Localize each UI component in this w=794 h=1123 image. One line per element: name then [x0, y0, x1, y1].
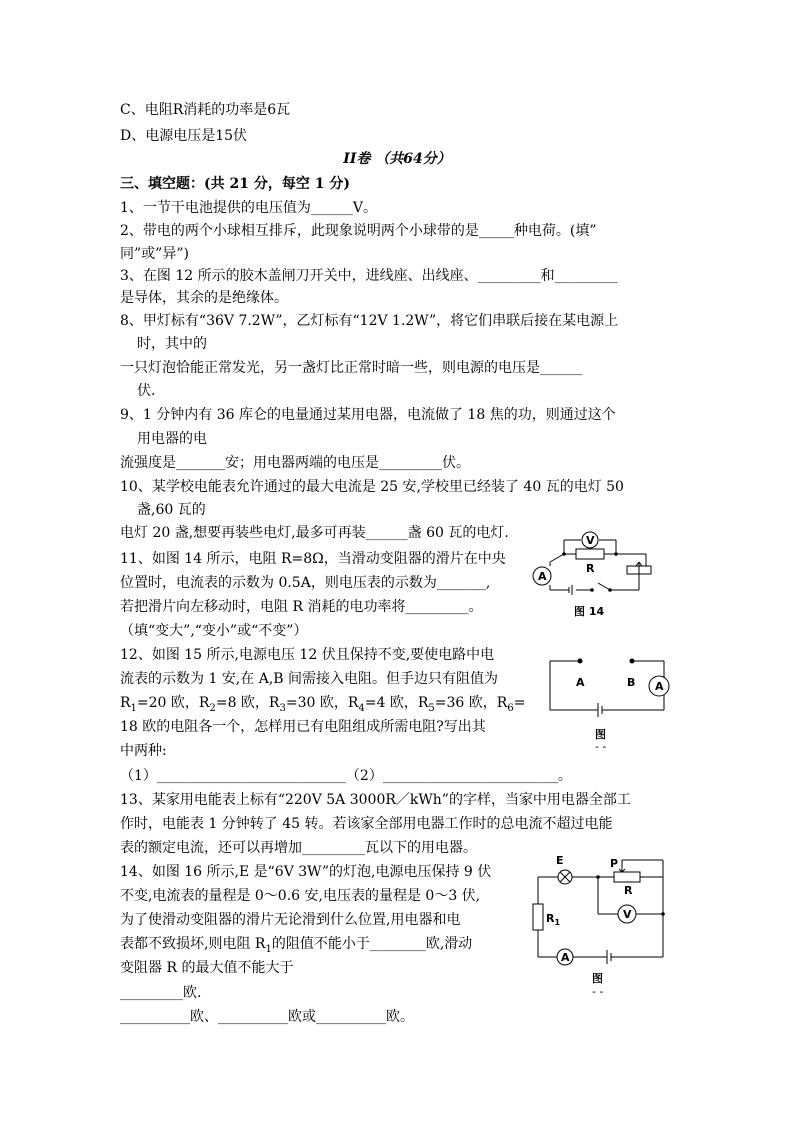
question-3-line-2: 是导体，其余的是绝缘体。: [120, 290, 288, 306]
figure-15-circuit: [545, 650, 675, 755]
fig16-voltmeter-label: V: [623, 908, 632, 921]
fig16-lamp-label: E: [556, 854, 564, 867]
fig14-caption: 图 14: [574, 605, 605, 618]
question-12-line-1: 12、如图 15 所示,电源电压 12 伏且保持不变,要使电路中电: [120, 647, 495, 663]
fig15-point-a: A: [576, 676, 585, 689]
question-11-line-1: 11、如图 14 所示，电阻 R=8Ω，当滑动变阻器的滑片在中央: [120, 551, 506, 567]
question-14-line-6: _________欧.: [120, 985, 202, 1001]
question-8-line-1: 8、甲灯标有“36V 7.2W”，乙灯标有“12V 1.2W”，将它们串联后接在某电源上: [120, 313, 619, 329]
option-c: C、电阻R消耗的功率是6瓦: [120, 102, 291, 118]
question-12-line-5: 中两种:: [120, 743, 167, 759]
part-ii-title: II卷 （共64分）: [343, 151, 451, 167]
fig16-caption-tail: - -: [592, 985, 604, 998]
question-12-line-2: 流表的示数为 1 安,在 A,B 间需接入电阻。但手边只有阻值为: [120, 671, 499, 687]
question-10-line-2: 盏,60 瓦的: [137, 502, 206, 518]
fig16-slider-label: P: [610, 857, 619, 870]
question-13-line-2: 作时，电能表 1 分钟转了 45 转。若该家全部用电器工作时的总电流不超过电能: [120, 816, 613, 832]
question-8-line-2: 时，其中的: [137, 336, 207, 352]
question-10-line-1: 10、某学校电能表允许通过的最大电流是 25 安,学校里已经装了 40 瓦的电灯 50: [120, 479, 624, 495]
fig14-ammeter-label: A: [538, 570, 547, 583]
question-14-line-5: 变阻器 R 的最大值不能大于: [120, 960, 294, 976]
fig14-resistor-label: R: [586, 562, 595, 575]
question-11-line-3: 若把滑片向左移动时，电阻 R 消耗的电功率将_________。: [120, 599, 483, 615]
question-9-line-1: 9、1 分钟内有 36 库仑的电量通过某用电器，电流做了 18 焦的功，则通过这个: [120, 407, 616, 423]
question-13-line-3: 表的额定电流，还可以再增加_________瓦以下的用电器。: [120, 840, 477, 856]
question-14-line-3: 为了使滑动变阻器的滑片无论滑到什么位置,用电器和电: [120, 912, 461, 928]
fig15-caption-tail: - -: [595, 740, 607, 753]
question-3-line-1: 3、在图 12 所示的胶木盖闸刀开关中，进线座、出线座、_________和_________: [120, 268, 618, 284]
question-8-line-4: 伏.: [137, 383, 156, 399]
question-8-line-3: 一只灯泡恰能正常发光，另一盏灯比正常时暗一些，则电源的电压是______: [120, 360, 582, 376]
question-12-answers: （1）___________________________（2）_________________________。: [120, 768, 572, 784]
question-12-line-4: 18 欧的电阻各一个，怎样用已有电阻组成所需电阻?写出其: [120, 719, 486, 735]
fig16-caption: 图: [592, 972, 603, 985]
question-9-line-2: 用电器的电: [137, 431, 207, 447]
question-14-line-1: 14、如图 16 所示,E 是“6V 3W”的灯泡,电源电压保持 9 伏: [120, 864, 492, 880]
figure-14-circuit: [528, 522, 668, 622]
question-10-line-3: 电灯 20 盏,想要再装些电灯,最多可再装______盏 60 瓦的电灯.: [120, 525, 509, 541]
question-12-line-3: $R_1=20$ 欧，$R_2=8$ 欧，$R_3=30$ 欧，$R_4=4$ 欧，$R_5=36$ 欧，$R_6=$: [120, 695, 526, 714]
question-11-line-4: （填“变大”,“变小”或“不变”）: [120, 623, 308, 639]
question-11-line-2: 位置时，电流表的示数为 0.5A，则电压表的示数为_______,: [120, 575, 491, 591]
question-14-line-2: 不变,电流表的量程是 0～0.6 安,电压表的量程是 0～3 伏,: [120, 888, 481, 904]
question-2-line-1: 2、带电的两个小球相互排斥，此现象说明两个小球带的是_____种电荷。(填”: [120, 223, 597, 239]
fig16-ammeter-label: A: [561, 951, 570, 964]
fig15-caption: 图: [595, 728, 606, 741]
question-1: 1、一节干电池提供的电压值为______V。: [120, 200, 378, 216]
figure-16-circuit: [530, 852, 675, 1002]
fig16-rheostat-label: R: [624, 884, 633, 897]
question-9-line-3: 流强度是_______安；用电器两端的电压是_________伏。: [120, 455, 470, 471]
fig15-ammeter-label: A: [655, 680, 664, 693]
option-d: D、电源电压是15伏: [120, 128, 248, 144]
question-2-line-2: 同”或”异”): [120, 246, 189, 262]
question-14-line-7: __________欧、__________欧或__________欧。: [120, 1009, 414, 1025]
question-14-line-4: 表都不致损坏,则电阻 $R_1$的阻值不能小于________欧,滑动: [120, 936, 473, 955]
fig16-r1-label: $R_1$: [546, 912, 561, 927]
fig14-voltmeter-label: V: [586, 534, 595, 547]
fig15-point-b: B: [627, 676, 636, 689]
section-3-heading: 三、填空题：(共 21 分，每空 1 分): [120, 176, 350, 192]
question-13-line-1: 13、某家用电能表上标有“220V 5A 3000R／kWh”的字样，当家中用电器全部工: [120, 792, 631, 808]
